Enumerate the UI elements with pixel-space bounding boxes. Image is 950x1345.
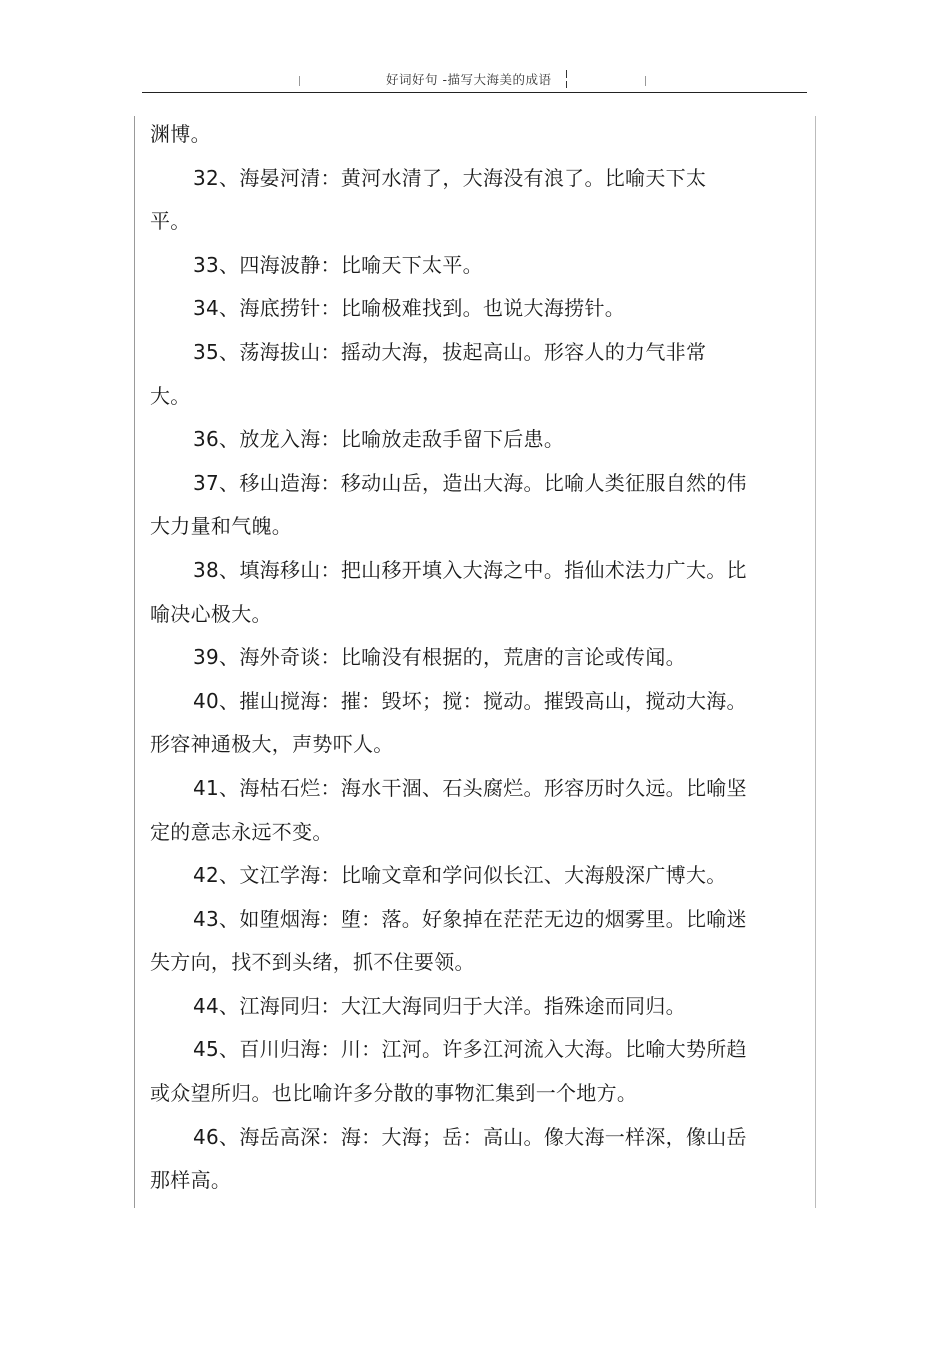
text-line: 41、海枯石烂：海水干涸、石头腐烂。形容历时久远。比喻坚 (193, 775, 747, 800)
header-tick-mark (299, 76, 300, 86)
text-line: 或众望所归。也比喻许多分散的事物汇集到一个地方。 (150, 1081, 638, 1106)
text-line: 那样高。 (150, 1168, 232, 1193)
text-line: 37、移山造海：移动山岳，造出大海。比喻人类征服自然的伟 (193, 470, 747, 495)
text-line: 大力量和气魄。 (150, 514, 293, 539)
text-line: 大。 (150, 383, 191, 408)
text-line: 35、荡海拔山：摇动大海，拔起高山。形容人的力气非常 (193, 339, 707, 364)
text-line: 45、百川归海：川：江河。许多江河流入大海。比喻大势所趋 (193, 1037, 747, 1062)
text-line: 38、填海移山：把山移开填入大海之中。指仙术法力广大。比 (193, 557, 747, 582)
text-line: 42、文江学海：比喻文章和学问似长江、大海般深广博大。 (193, 863, 727, 888)
header-title: 好词好句 -描写大海美的成语 (386, 72, 552, 87)
text-line: 平。 (150, 209, 191, 234)
text-line: 32、海晏河清：黄河水清了，大海没有浪了。比喻天下太 (193, 165, 707, 190)
text-line: 失方向，找不到头绪，抓不住要领。 (150, 950, 475, 975)
document-body (150, 113, 762, 1203)
text-line: 形容神通极大，声势吓人。 (150, 732, 394, 757)
text-line: 33、四海波静：比喻天下太平。 (193, 252, 483, 277)
text-line: 渊博。 (150, 122, 211, 146)
text-line: 喻决心极大。 (150, 601, 272, 626)
text-line: 定的意志永远不变。 (150, 819, 333, 844)
text-line: 46、海岳高深：海：大海；岳：高山。像大海一样深，像山岳 (193, 1124, 747, 1149)
text-line: 44、江海同归：大江大海同归于大洋。指殊途而同归。 (193, 993, 686, 1018)
header-tick-mark (566, 81, 567, 88)
header-tick-mark (566, 70, 567, 78)
text-line: 43、如堕烟海：堕：落。好象掉在茫茫无边的烟雾里。比喻迷 (193, 906, 747, 931)
text-line: 36、放龙入海：比喻放走敌手留下后患。 (193, 427, 565, 452)
text-line: 39、海外奇谈：比喻没有根据的，荒唐的言论或传闻。 (193, 645, 686, 670)
page-frame-left-border (134, 116, 135, 1208)
text-line: 40、摧山搅海：摧：毁坏；搅：搅动。摧毁高山，搅动大海。 (193, 688, 747, 713)
header-tick-mark (645, 76, 646, 86)
text-line: 34、海底捞针：比喻极难找到。也说大海捞针。 (193, 296, 626, 321)
page-header (142, 64, 807, 93)
page-frame-right-border (815, 116, 816, 1208)
